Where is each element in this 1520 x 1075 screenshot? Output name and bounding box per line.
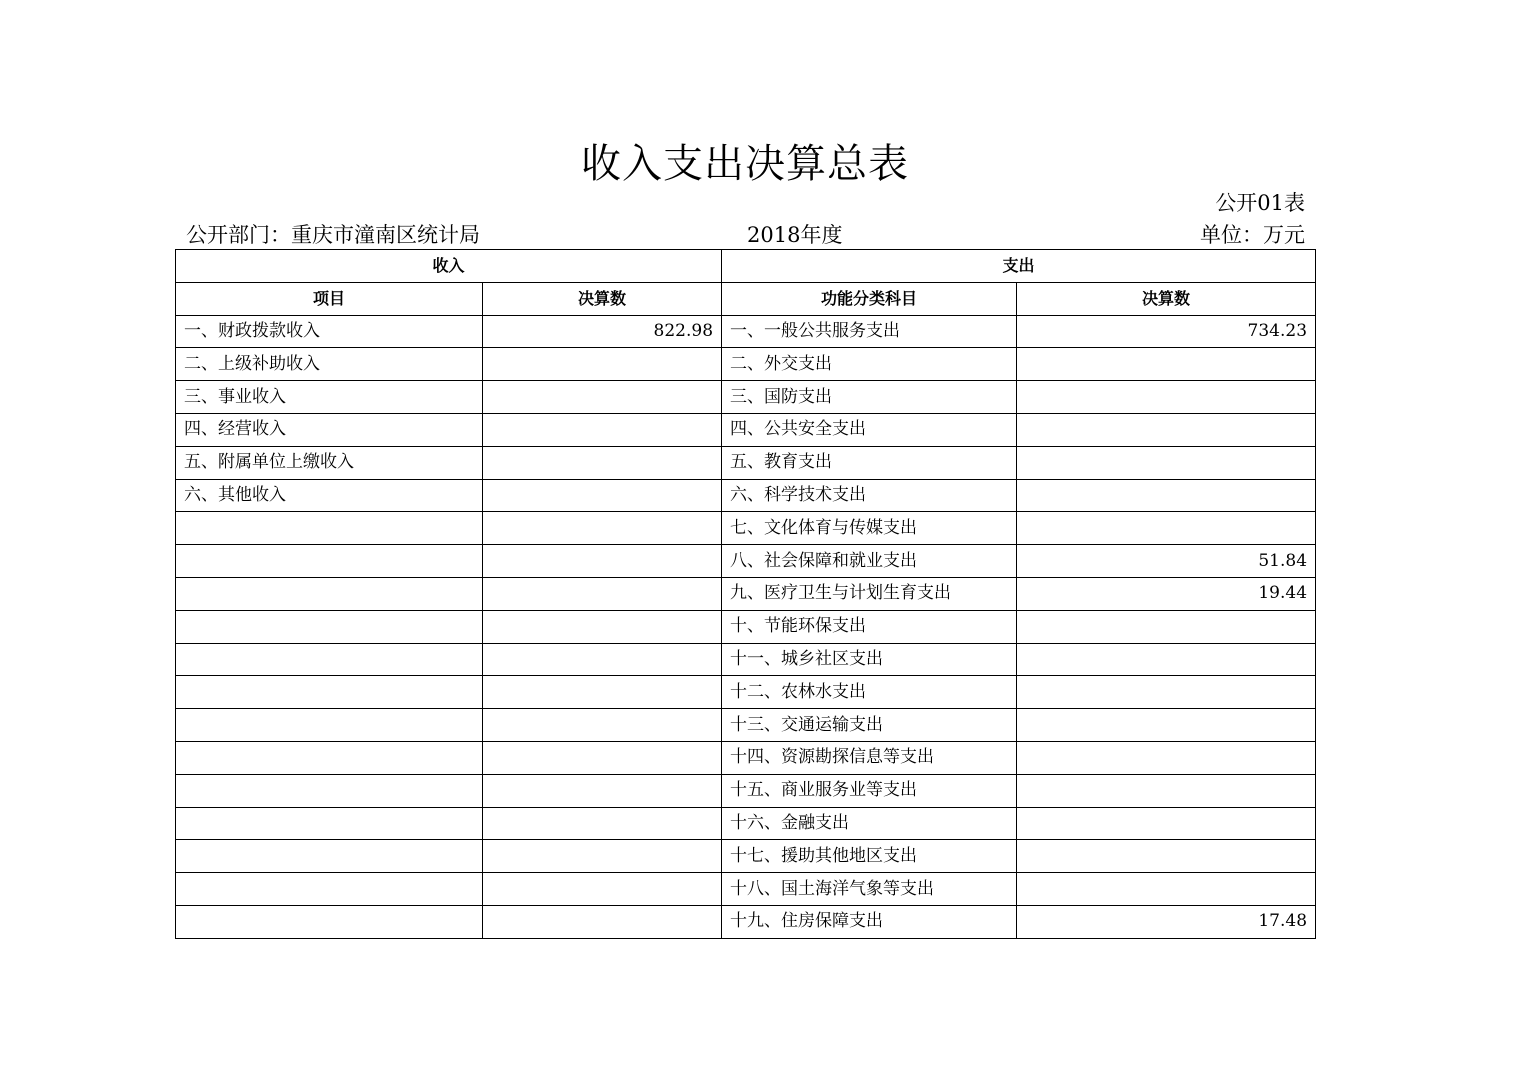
income-item-cell [176,512,483,545]
income-amount-cell: 822.98 [483,315,722,348]
expense-amount-cell [1017,774,1316,807]
income-item-cell: 五、附属单位上缴收入 [176,446,483,479]
income-item-cell [176,610,483,643]
income-amount-cell [483,905,722,938]
table-row [176,610,1316,643]
expense-item-cell: 十、节能环保支出 [722,610,1017,643]
table-row [176,446,1316,479]
income-amount-cell [483,610,722,643]
income-amount-cell [483,643,722,676]
table-row [176,512,1316,545]
income-item-cell [176,840,483,873]
income-item-cell [176,545,483,578]
meta-row [186,219,1305,249]
table-row [176,905,1316,938]
expense-amount-cell [1017,709,1316,742]
expense-item-cell: 四、公共安全支出 [722,413,1017,446]
expense-amount-cell [1017,873,1316,906]
income-amount-cell [483,479,722,512]
column-header-row [176,282,1316,315]
income-amount-cell [483,774,722,807]
expense-amount-cell: 734.23 [1017,315,1316,348]
income-amount-cell [483,741,722,774]
income-item-cell: 一、财政拨款收入 [176,315,483,348]
group-header-row [176,250,1316,283]
income-item-cell [176,709,483,742]
expense-amount-cell [1017,413,1316,446]
table-row [176,545,1316,578]
table-row [176,676,1316,709]
income-item-header: 项目 [176,282,483,315]
expense-amount-cell [1017,479,1316,512]
expense-amount-cell [1017,741,1316,774]
expense-amount-header: 决算数 [1017,282,1316,315]
expense-amount-cell [1017,348,1316,381]
income-group-header: 收入 [176,250,722,283]
expense-item-cell: 十五、商业服务业等支出 [722,774,1017,807]
table-row [176,741,1316,774]
expense-item-cell: 十四、资源勘探信息等支出 [722,741,1017,774]
income-amount-cell [483,381,722,414]
income-amount-cell [483,577,722,610]
expense-amount-cell [1017,446,1316,479]
income-item-cell: 六、其他收入 [176,479,483,512]
form-code: 公开01表 [1215,191,1305,215]
income-amount-cell [483,709,722,742]
expense-amount-cell [1017,610,1316,643]
table-row [176,577,1316,610]
income-item-cell [176,741,483,774]
expense-item-cell: 十六、金融支出 [722,807,1017,840]
department-label: 公开部门：重庆市潼南区统计局 [186,223,480,247]
income-amount-cell [483,873,722,906]
income-amount-cell [483,807,722,840]
expense-item-cell: 九、医疗卫生与计划生育支出 [722,577,1017,610]
table-row [176,315,1316,348]
expense-item-cell: 十一、城乡社区支出 [722,643,1017,676]
table-row [176,479,1316,512]
income-item-cell: 四、经营收入 [176,413,483,446]
table-row [176,873,1316,906]
income-amount-cell [483,512,722,545]
expense-item-cell: 十七、援助其他地区支出 [722,840,1017,873]
expense-amount-cell: 19.44 [1017,577,1316,610]
table-body [176,315,1316,938]
expense-amount-cell: 17.48 [1017,905,1316,938]
table-row [176,643,1316,676]
income-item-cell: 二、上级补助收入 [176,348,483,381]
page-title: 收入支出决算总表 [581,141,909,187]
expense-amount-cell [1017,840,1316,873]
fiscal-year: 2018年度 [747,223,843,247]
table-row [176,807,1316,840]
expense-item-cell: 二、外交支出 [722,348,1017,381]
expense-amount-cell [1017,643,1316,676]
expense-amount-cell [1017,676,1316,709]
income-amount-cell [483,348,722,381]
table-row [176,840,1316,873]
table-row [176,774,1316,807]
income-amount-cell [483,446,722,479]
expense-group-header: 支出 [722,250,1316,283]
expense-amount-cell [1017,381,1316,414]
expense-item-cell: 十三、交通运输支出 [722,709,1017,742]
expense-amount-cell [1017,512,1316,545]
expense-amount-cell [1017,807,1316,840]
unit-label: 单位：万元 [1200,223,1305,247]
table-row [176,709,1316,742]
expense-item-cell: 五、教育支出 [722,446,1017,479]
income-amount-cell [483,840,722,873]
income-amount-cell [483,676,722,709]
table-row [176,381,1316,414]
income-expense-table [175,249,1316,939]
expense-item-header: 功能分类科目 [722,282,1017,315]
expense-item-cell: 六、科学技术支出 [722,479,1017,512]
income-item-cell [176,807,483,840]
income-item-cell [176,774,483,807]
expense-item-cell: 一、一般公共服务支出 [722,315,1017,348]
income-amount-cell [483,545,722,578]
expense-item-cell: 十八、国土海洋气象等支出 [722,873,1017,906]
income-item-cell [176,905,483,938]
expense-amount-cell: 51.84 [1017,545,1316,578]
income-item-cell [176,577,483,610]
income-amount-cell [483,413,722,446]
expense-item-cell: 七、文化体育与传媒支出 [722,512,1017,545]
table-row [176,348,1316,381]
income-item-cell [176,676,483,709]
expense-item-cell: 十九、住房保障支出 [722,905,1017,938]
expense-item-cell: 八、社会保障和就业支出 [722,545,1017,578]
income-item-cell [176,873,483,906]
table-row [176,413,1316,446]
income-item-cell [176,643,483,676]
expense-item-cell: 十二、农林水支出 [722,676,1017,709]
income-item-cell: 三、事业收入 [176,381,483,414]
income-amount-header: 决算数 [483,282,722,315]
expense-item-cell: 三、国防支出 [722,381,1017,414]
